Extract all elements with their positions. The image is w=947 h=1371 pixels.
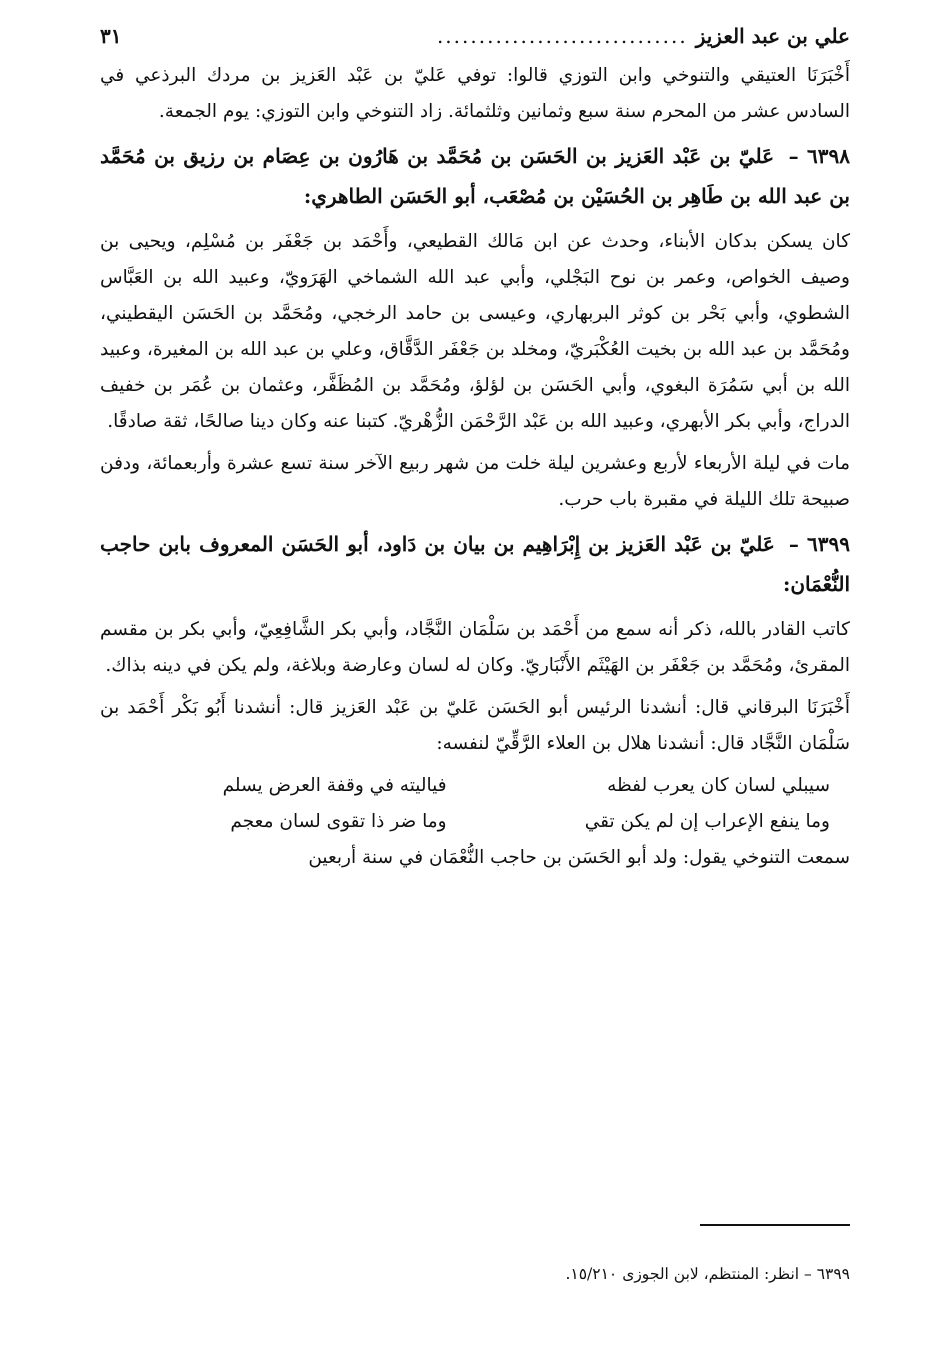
- footnote-divider: [700, 1224, 850, 1226]
- entry-heading-6399: [100, 524, 850, 604]
- poem-hemistich-second: فياليته في وقفة العرض يسلم: [222, 775, 447, 796]
- paragraph-death: مات في ليلة الأربعاء لأربع وعشرين ليلة خلت من شهر ربيع الآخر سنة تسع عشرة وأربعمائة، ودفن صبيحة تلك الليلة في مقبرة باب حرب.: [100, 453, 850, 510]
- entry-number: ٦٣٩٨ –: [788, 144, 850, 168]
- poem-hemistich-second: وما ضر ذا تقوى لسان معجم: [230, 811, 447, 832]
- poem-line: [100, 804, 850, 840]
- entry-number: ٦٣٩٩ –: [788, 532, 850, 556]
- book-page: [100, 14, 850, 1354]
- entry-name: عَليّ بن عَبْد العَزيز بن إِبْرَاهِيم بن بيان بن دَاود، أبو الحَسَن المعروف بابن حاجب النُّعْمَان:: [100, 532, 850, 596]
- page-number: ٣١: [100, 24, 122, 48]
- footnote-area: [100, 1260, 850, 1288]
- entry-heading-6398: [100, 136, 850, 216]
- paragraph-biography: كاتب القادر بالله، ذكر أنه سمع من أَحْمَد بن سَلْمَان النَّجَّاد، وأبي بكر الشَّافِعِيّ، وأبي بكر بن مقسم المقرئ، ومُحَمَّد بن جَعْفَر بن الهَيْثَم الأَنْبَاريّ. وكان له لسان وعارضة وبلاغة، ولم يكن في دينه بذاك.: [100, 619, 850, 676]
- running-header: [100, 14, 850, 58]
- poem: [100, 768, 850, 840]
- paragraph-biography: كان يسكن بدكان الأبناء، وحدث عن ابن مَالك القطيعي، وأَحْمَد بن جَعْفَر بن مُسْلِم، ويحيى بن وصيف الخواص، وعمر بن نوح البَجْلي، وأبي عبد الله الشماخي الهَرَويّ، وعبيد الله بن العَبَّاس الشطوي، وأبي بَحْر بن كوثر البربهاري، وعيسى بن حامد الرخجي، ومُحَمَّد بن الحَسَن اليقطيني، ومُحَمَّد بن عبد الله بن بخيت العُكْبَريّ، ومخلد بن جَعْفَر الدَّقَّاق، وعلي بن عبد الله بن المغيرة، وعبيد الله بن أبي سَمُرَة البغوي، وأبي الحَسَن بن لؤلؤ، ومُحَمَّد بن المُظَفَّر، وعثمان بن عُمَر بن خفيف الدراج، وأبي بكر الأبهري، وعبيد الله بن عَبْد الرَّحْمَن الزُّهْريّ. كتبنا عنه وكان دينا صالحًا، ثقة صادقًا.: [100, 231, 850, 432]
- header-leader-dots: ..............................: [436, 24, 688, 48]
- poem-hemistich-first: سيبلي لسان كان يعرب لفظه: [607, 775, 830, 796]
- paragraph-birth: سمعت التنوخي يقول: ولد أبو الحَسَن بن حاجب النُّعْمَان في سنة أربعين: [308, 847, 850, 868]
- footnote: ٦٣٩٩ – انظر: المنتظم، لابن الجوزى ١٥/٢١٠.: [565, 1265, 850, 1283]
- paragraph-narration: أَخْبَرَنَا البرقاني قال: أنشدنا الرئيس أبو الحَسَن عَليّ بن عَبْد العَزيز قال: أنشدنا أَبُو بَكْر أَحْمَد بن سَلْمَان النَّجَّاد قال: أنشدنا هلال بن العلاء الرَّقِّيّ لنفسه:: [100, 697, 850, 754]
- header-title: علي بن عبد العزيز: [695, 24, 850, 48]
- poem-hemistich-first: وما ينفع الإعراب إن لم يكن تقي: [584, 811, 830, 832]
- paragraph-death-note: أَخْبَرَنَا العتيقي والتنوخي وابن التوزي قالوا: توفي عَليّ بن عَبْد العَزيز بن مردك البرذعي في السادس عشر من المحرم سنة سبع وثمانين وثلثمائة. زاد التنوخي وابن التوزي: يوم الجمعة.: [100, 65, 850, 122]
- entry-name: عَليّ بن عَبْد العَزيز بن الحَسَن بن مُحَمَّد بن هَارُون بن عِصَام بن رزيق بن مُحَمَّد بن عبد الله بن طَاهِر بن الحُسَيْن بن مُصْعَب، أبو الحَسَن الطاهري:: [100, 144, 850, 208]
- poem-line: [100, 768, 850, 804]
